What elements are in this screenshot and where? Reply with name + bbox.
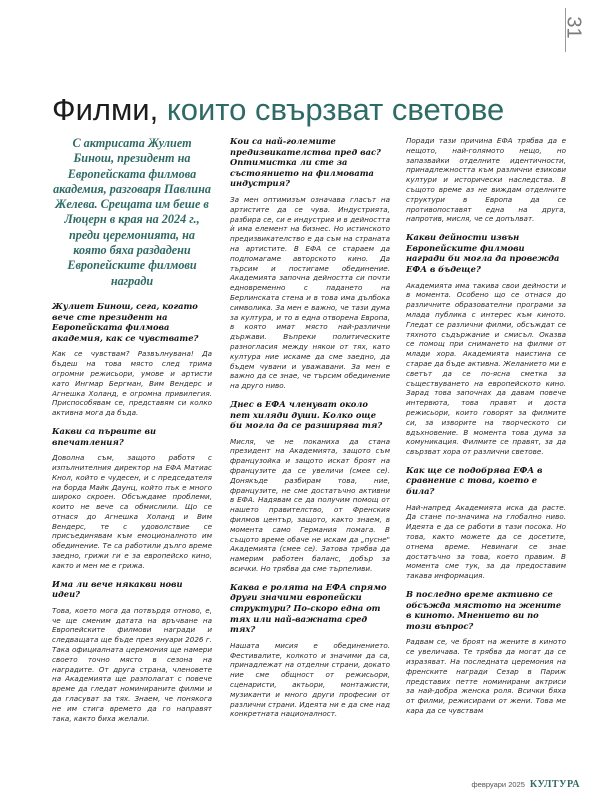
column-1-body	[52, 301, 212, 723]
article-headline	[52, 90, 572, 130]
interview-answer: Радвам се, че броят на жените в киното се увеличава. Те трябва да могат да се изразяват. На последната церемония на френските награди Сезар в Париж представих петте номинирани актриси за най-добра женска роля. Всички бяха от филми, режисирани от жени. Това ме кара да се чувствам	[406, 637, 566, 715]
intro-lead: С актрисата Жулиет Бинош, президент на Европейската филмова академия, разговаря Павлина Желева. Срещата им беше в Люцерн в края на 2024 г., преди церемонията, на която бяха раздадени Европейските филмови награди	[53, 136, 211, 288]
issue-date: февруари 2025	[471, 780, 525, 789]
interview-answer: Поради тази причина ЕФА трябва да е нещото, най-голямото нещо, но запазвайки отделните идентичности, принадлежността към различни езикови култури и исторически наследства. В същото време аз не виждам отделните структури в Европа да се противопоставят една на друга, напротив, мисля, че се допълват.	[406, 136, 566, 224]
interview-answer: Това, което мога да потвърдя отново, е, че ще сменим датата на връчване на Европейските филмови награди и следващата ще бъде през януари 2026 г. Така официалната церемония ще намери своето точно място в сезона на наградите. От друга страна, членовете на Академията ще разполагат с повече време да гледат номинираните филми и да гласуват за тях. Знаем, че понякога не им стига времето да го направят така, както биха желали.	[52, 605, 212, 723]
column-2-body	[230, 136, 390, 719]
interview-answer: За мен оптимизъм означава гласът на артистите да се чува. Индустрията, разбира се, си е индустрия и в дейността ѝ има елемент на бизнес. Но истинското предизвикателство е да съм на страната на артистите. В ЕФА се стараем да подпомагаме авторското кино. Да търсим и постигаме обединение. Академията започна дейността си почти едновременно с падането на Берлинската стена и в това има дълбока символика. За мен е важно, че тази дума за култура, и то в една отворена Европа, в която имат място най-различни държави. Въпреки политическите разногласия между някои от тях, като култура ние искаме да сме заедно, да бъдем чувани и уважавани. За мен е важно да се знае, че търсим обединение на друго ниво.	[230, 194, 390, 391]
interview-answer: Мисля, че не поканиха да стана президент на Академията, защото съм французойка и защото искат броят на французите да се увеличи (смее се). Донякъде разбирам това, ние, французите, не сме достатъчно активни в ЕФА. Надявам се да получим помощ от нашето правителство, от Френския филмов център, защото, както знаем, в момента само Германия помага. В същото време обаче не искам да „пусне" Академията (смее се). Затова трябва да намерим работен баланс, добър за всички. Но трябва да сме търпеливи.	[230, 436, 390, 574]
column-1	[52, 136, 212, 731]
interview-question: Как ще се подобрява ЕФА в сравнение с това, което е била?	[406, 464, 543, 497]
interview-question: Кои са най-големите предизвикателства пред вас? Оптимистка ли сте за състоянието на филмовата индустрия?	[230, 136, 381, 189]
interview-question: Какви са първите ви впечатления?	[52, 425, 156, 447]
interview-question: Жулиет Бинош, сега, когато вече сте президент на Европейската филмова академия, как се чувствате?	[52, 300, 199, 343]
interview-answer: Нашата мисия е обединението. Фестивалите, колкото и значими да са, принадлежат на отделни страни, докато ние сме общност от режисьори, сценаристи, актьори, монтажисти, музиканти и много други професии от различни страни. Идеята ни е да сме над конкретната националност.	[230, 640, 390, 719]
page-footer	[472, 779, 580, 790]
interview-question: В последно време активно се обсъжда мястото на жените в киното. Мнението ви по този въпрос?	[406, 589, 562, 631]
headline-rest: които свързват светове	[158, 92, 505, 127]
column-2	[230, 136, 390, 727]
interview-question: Има ли вече някакви нови идеи?	[52, 578, 183, 600]
magazine-name: КУЛТУРА	[529, 779, 580, 790]
column-3	[406, 136, 566, 724]
interview-answer: Доволна съм, защото работя с изпълнителния директор на ЕФА Матиас Кнол, който е чудесен, и с председателя на борда Майк Даунц, който пък е много широко скроен. Обсъждаме проблеми, които не вече са обмислили. Що се отнася до Агнешка Холанд и Вим Вендерс, те с удоволствие се присъединявам към емоционалното им обединение. Те са работили дълго време заедно, грижи ги е за европейско кино, както и мен ме е грижа.	[52, 453, 212, 570]
interview-answer: Най-напред Академията иска да расте. Да стане по-значима на глобално ниво. Идеята е да се работи в тази посока. Но това, както можете да се досетите, отнема време. Невинаги се знае достатъчно за това, което правим. В момента сме тук, за да предоставим такава информация.	[406, 502, 566, 581]
interview-question: Какви дейности извън Европейските филмови награди би могла да провежда ЕФА в бъдеще?	[406, 232, 560, 274]
interview-answer: Как се чувствам? Развълнувана! Да бъдеш на това място след трима огромни режисьори, умове и артисти като Ингмар Бергман, Вим Вендерс и Агнешка Холанд, е огромна привилегия. Приспособявам се, представям си колко активна мога да бъда.	[52, 349, 212, 418]
interview-answer: Академията има такива свои дейности и в момента. Особено що се отнася до различните образователни програми за млада публика с интерес към киното. Гледат се различни филми, обсъждат се тяхното съдържание и смисъл. Оказва се помощ при снимането на филми от млади хора. Академията наистина се старае да бъде активна. Желанието ми е светът да се по-ясна сметка за съществуването на европейското кино. Зарад това започнах да давам повече интервюта, това правят и доста режисьори, които говорят за филмите си, за изворите на творческото си вдъхновение. В момента това дума за комуникация. Филмите се правят, за да свързват хора от различни светове.	[406, 280, 566, 457]
headline-lead: Филми,	[52, 92, 159, 127]
column-3-body	[406, 136, 566, 716]
page-number: 31	[562, 16, 585, 39]
interview-question: Днес в ЕФА членуват около пет хиляди души. Колко още би могла да се разширява тя?	[230, 398, 383, 431]
interview-question: Каква е ролята на ЕФА спрямо други значими европейски структури? По-скоро една от тях или най-важната сред тях?	[230, 581, 387, 635]
